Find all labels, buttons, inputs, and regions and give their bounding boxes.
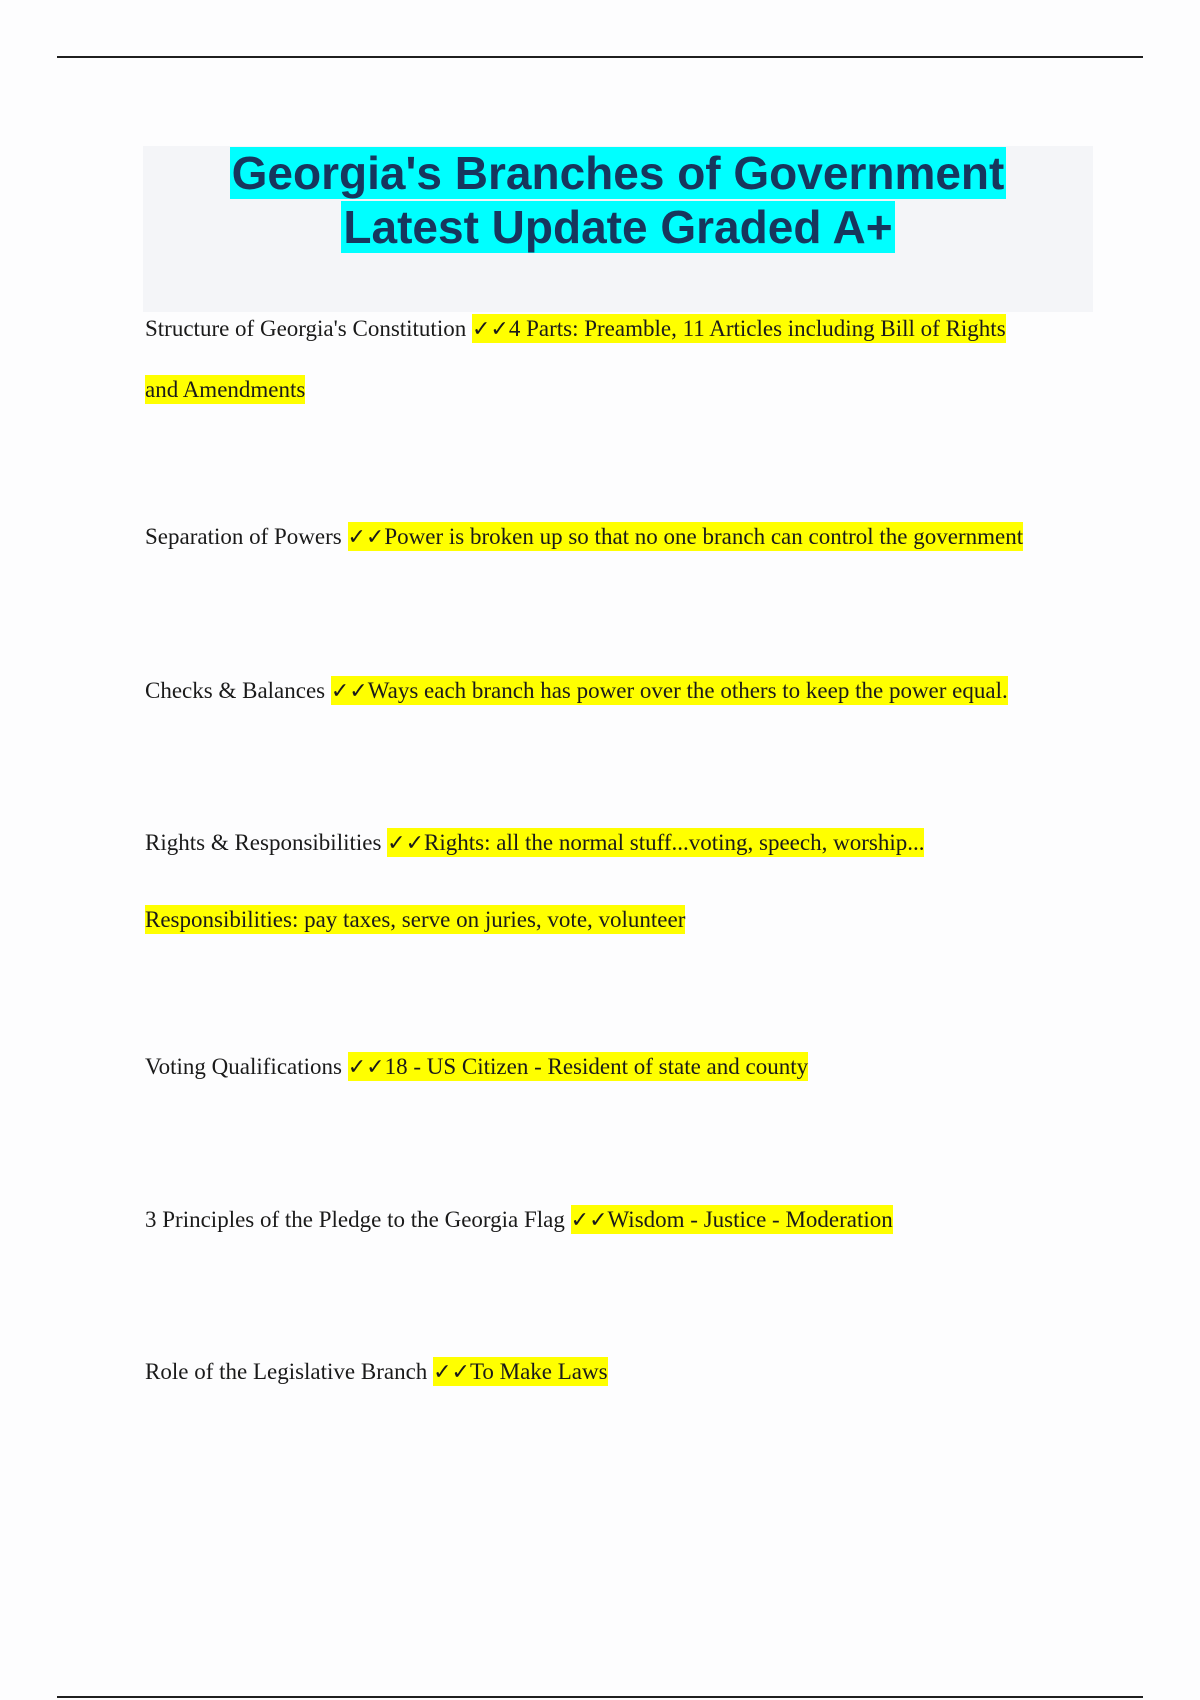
double-check-icon: ✓✓	[471, 317, 509, 342]
double-check-icon: ✓✓	[570, 1208, 608, 1233]
answer: Power is broken up so that no one branch can control the government	[384, 524, 1024, 549]
answer: To Make Laws	[469, 1359, 608, 1384]
title-line-1: Georgia's Branches of Government	[231, 147, 1005, 199]
double-check-icon: ✓✓	[433, 1360, 470, 1385]
term: Checks & Balances	[145, 678, 326, 703]
answer-continued: and Amendments	[145, 377, 306, 402]
answer: Wisdom - Justice - Moderation	[607, 1207, 893, 1232]
top-rule	[57, 56, 1143, 58]
double-check-icon: ✓✓	[347, 525, 385, 550]
bottom-rule	[57, 1696, 1143, 1698]
term: Separation of Powers	[145, 524, 342, 549]
term: Voting Qualifications	[145, 1054, 342, 1079]
answer-continued: Responsibilities: pay taxes, serve on juries, vote, volunteer	[145, 907, 686, 932]
page-title	[143, 146, 1093, 254]
answer: Ways each branch has power over the others to keep the power equal.	[367, 678, 1008, 703]
double-check-icon: ✓✓	[347, 1055, 385, 1080]
double-check-icon: ✓✓	[387, 831, 425, 856]
title-line-2: Latest Update Graded A+	[343, 201, 893, 253]
double-check-icon: ✓✓	[330, 679, 368, 704]
term: Role of the Legislative Branch	[145, 1359, 428, 1384]
term: Structure of Georgia's Constitution	[145, 316, 467, 341]
answer: Rights: all the normal stuff...voting, speech, worship...	[424, 830, 925, 855]
answer: 18 - US Citizen - Resident of state and county	[384, 1054, 809, 1079]
term: Rights & Responsibilities	[145, 830, 382, 855]
term: 3 Principles of the Pledge to the Georgia Flag	[145, 1207, 565, 1232]
answer: 4 Parts: Preamble, 11 Articles including Bill of Rights	[508, 316, 1006, 341]
